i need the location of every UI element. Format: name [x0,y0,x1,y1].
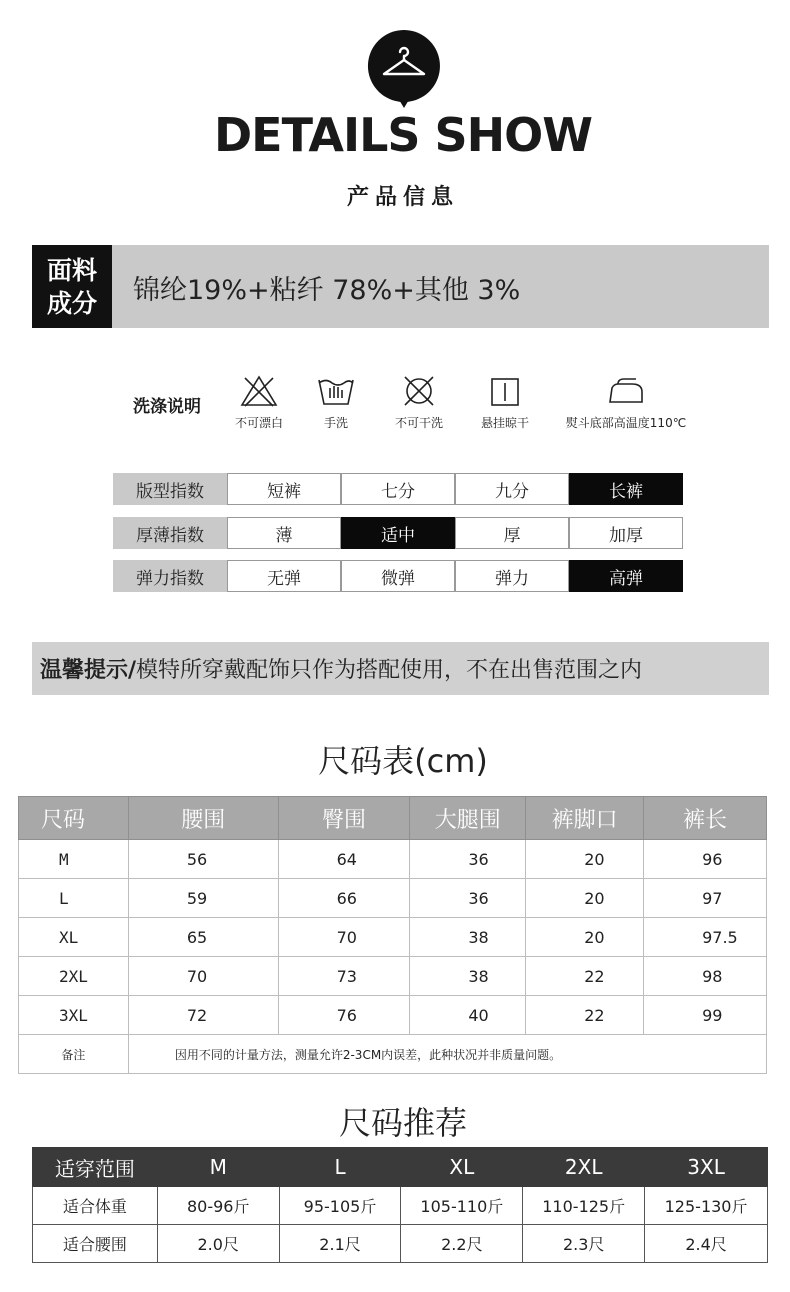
wash-label: 熨斗底部高温度110℃ [565,416,687,430]
header-cell: L [279,1148,401,1187]
header-cell: XL [401,1148,523,1187]
header-cell: M [157,1148,279,1187]
header-cell: 大腿围 [410,797,526,840]
header-cell: 适穿范围 [33,1148,158,1187]
thickness-index-label: 厚薄指数 [113,517,227,549]
value-cell: 2.4尺 [645,1225,768,1263]
fit-index-row [113,473,683,505]
row-label: 适合体重 [33,1187,158,1225]
elasticity-index-row [113,560,683,592]
value-cell: 65 [128,918,278,957]
value-cell: 20 [526,879,644,918]
size-table [18,796,767,1074]
value-cell: 125-130斤 [645,1187,768,1225]
fit-option: 九分 [455,473,569,505]
value-cell: 98 [644,957,767,996]
header-cell: 2XL [523,1148,645,1187]
hang-dry-item [474,374,536,431]
size-cell: M [19,840,129,879]
table-row [19,879,767,918]
tip-text: 模特所穿戴配饰只作为搭配使用，不在出售范围之内 [136,658,643,683]
value-cell: 73 [278,957,410,996]
value-cell: 76 [278,996,410,1035]
table-row [19,840,767,879]
thickness-option: 薄 [227,517,341,549]
thickness-option-selected: 适中 [341,517,455,549]
no-dry-clean-item [388,374,450,431]
elasticity-index-label: 弹力指数 [113,560,227,592]
value-cell: 20 [526,840,644,879]
page-title: DETAILS SHOW [213,108,593,162]
value-cell: 36 [410,840,526,879]
value-cell: 110-125斤 [523,1187,645,1225]
thickness-option: 加厚 [569,517,683,549]
fit-option: 七分 [341,473,455,505]
fabric-label [32,245,112,328]
elasticity-option: 微弹 [341,560,455,592]
table-row [33,1225,768,1263]
section-subtitle: 产品信息 [346,185,459,210]
value-cell: 2.0尺 [157,1225,279,1263]
value-cell: 70 [128,957,278,996]
value-cell: 22 [526,996,644,1035]
no-bleach-item [228,374,290,431]
value-cell: 96 [644,840,767,879]
thickness-index-row [113,517,683,549]
value-cell: 38 [410,918,526,957]
wash-label: 不可干洗 [394,416,443,430]
fit-option-selected: 长裤 [569,473,683,505]
value-cell: 97.5 [644,918,767,957]
value-cell: 2.2尺 [401,1225,523,1263]
header-cell: 3XL [645,1148,768,1187]
wash-label: 不可漂白 [234,416,283,430]
iron-icon [606,374,646,408]
value-cell: 36 [410,879,526,918]
row-label: 适合腰围 [33,1225,158,1263]
fabric-label-line2: 成分 [46,288,97,318]
header-cell: 臀围 [278,797,410,840]
value-cell: 95-105斤 [279,1187,401,1225]
value-cell: 72 [128,996,278,1035]
header-cell: 腰围 [128,797,278,840]
elasticity-option-selected: 高弹 [569,560,683,592]
hand-wash-item [314,374,358,431]
note-row [19,1035,767,1074]
hand-wash-icon [316,374,356,408]
fabric-composition: 锦纶19%+粘纤 78%+其他 3% [133,275,521,306]
hang-dry-icon [485,374,525,408]
value-cell: 80-96斤 [157,1187,279,1225]
value-cell: 2.1尺 [279,1225,401,1263]
recommend-title: 尺码推荐 [338,1104,467,1142]
value-cell: 66 [278,879,410,918]
iron-item [556,374,696,431]
header-cell: 裤脚口 [526,797,644,840]
table-row [33,1187,768,1225]
size-cell: L [19,879,129,918]
value-cell: 20 [526,918,644,957]
no-bleach-icon [239,374,279,408]
wash-label: 悬挂晾干 [480,416,529,430]
value-cell: 2.3尺 [523,1225,645,1263]
fit-index-label: 版型指数 [113,473,227,505]
tip-label: 温馨提示/ [40,658,137,683]
value-cell: 59 [128,879,278,918]
value-cell: 22 [526,957,644,996]
header-cell: 尺码 [19,797,129,840]
value-cell: 40 [410,996,526,1035]
elasticity-option: 弹力 [455,560,569,592]
table-row [19,957,767,996]
size-cell: 2XL [19,957,129,996]
note-text: 因用不同的计量方法，测量允许2-3CM内误差，此种状况并非质量问题。 [128,1035,766,1074]
value-cell: 70 [278,918,410,957]
table-row [19,996,767,1035]
wash-label: 手洗 [323,416,348,430]
size-cell: 3XL [19,996,129,1035]
value-cell: 38 [410,957,526,996]
value-cell: 97 [644,879,767,918]
value-cell: 105-110斤 [401,1187,523,1225]
fabric-label-line1: 面料 [46,255,97,285]
size-recommend-table [32,1147,768,1263]
size-cell: XL [19,918,129,957]
value-cell: 56 [128,840,278,879]
recommend-header [33,1148,768,1187]
size-table-header [19,797,767,840]
tip-bar [32,642,769,695]
washing-title: 洗涤说明 [133,397,201,417]
value-cell: 64 [278,840,410,879]
no-dry-clean-icon [399,374,439,408]
hanger-icon [364,28,444,108]
value-cell: 99 [644,996,767,1035]
elasticity-option: 无弹 [227,560,341,592]
size-table-title: 尺码表(cm) [318,742,488,780]
table-row [19,918,767,957]
fit-option: 短裤 [227,473,341,505]
header-cell: 裤长 [644,797,767,840]
note-label: 备注 [19,1035,129,1074]
thickness-option: 厚 [455,517,569,549]
